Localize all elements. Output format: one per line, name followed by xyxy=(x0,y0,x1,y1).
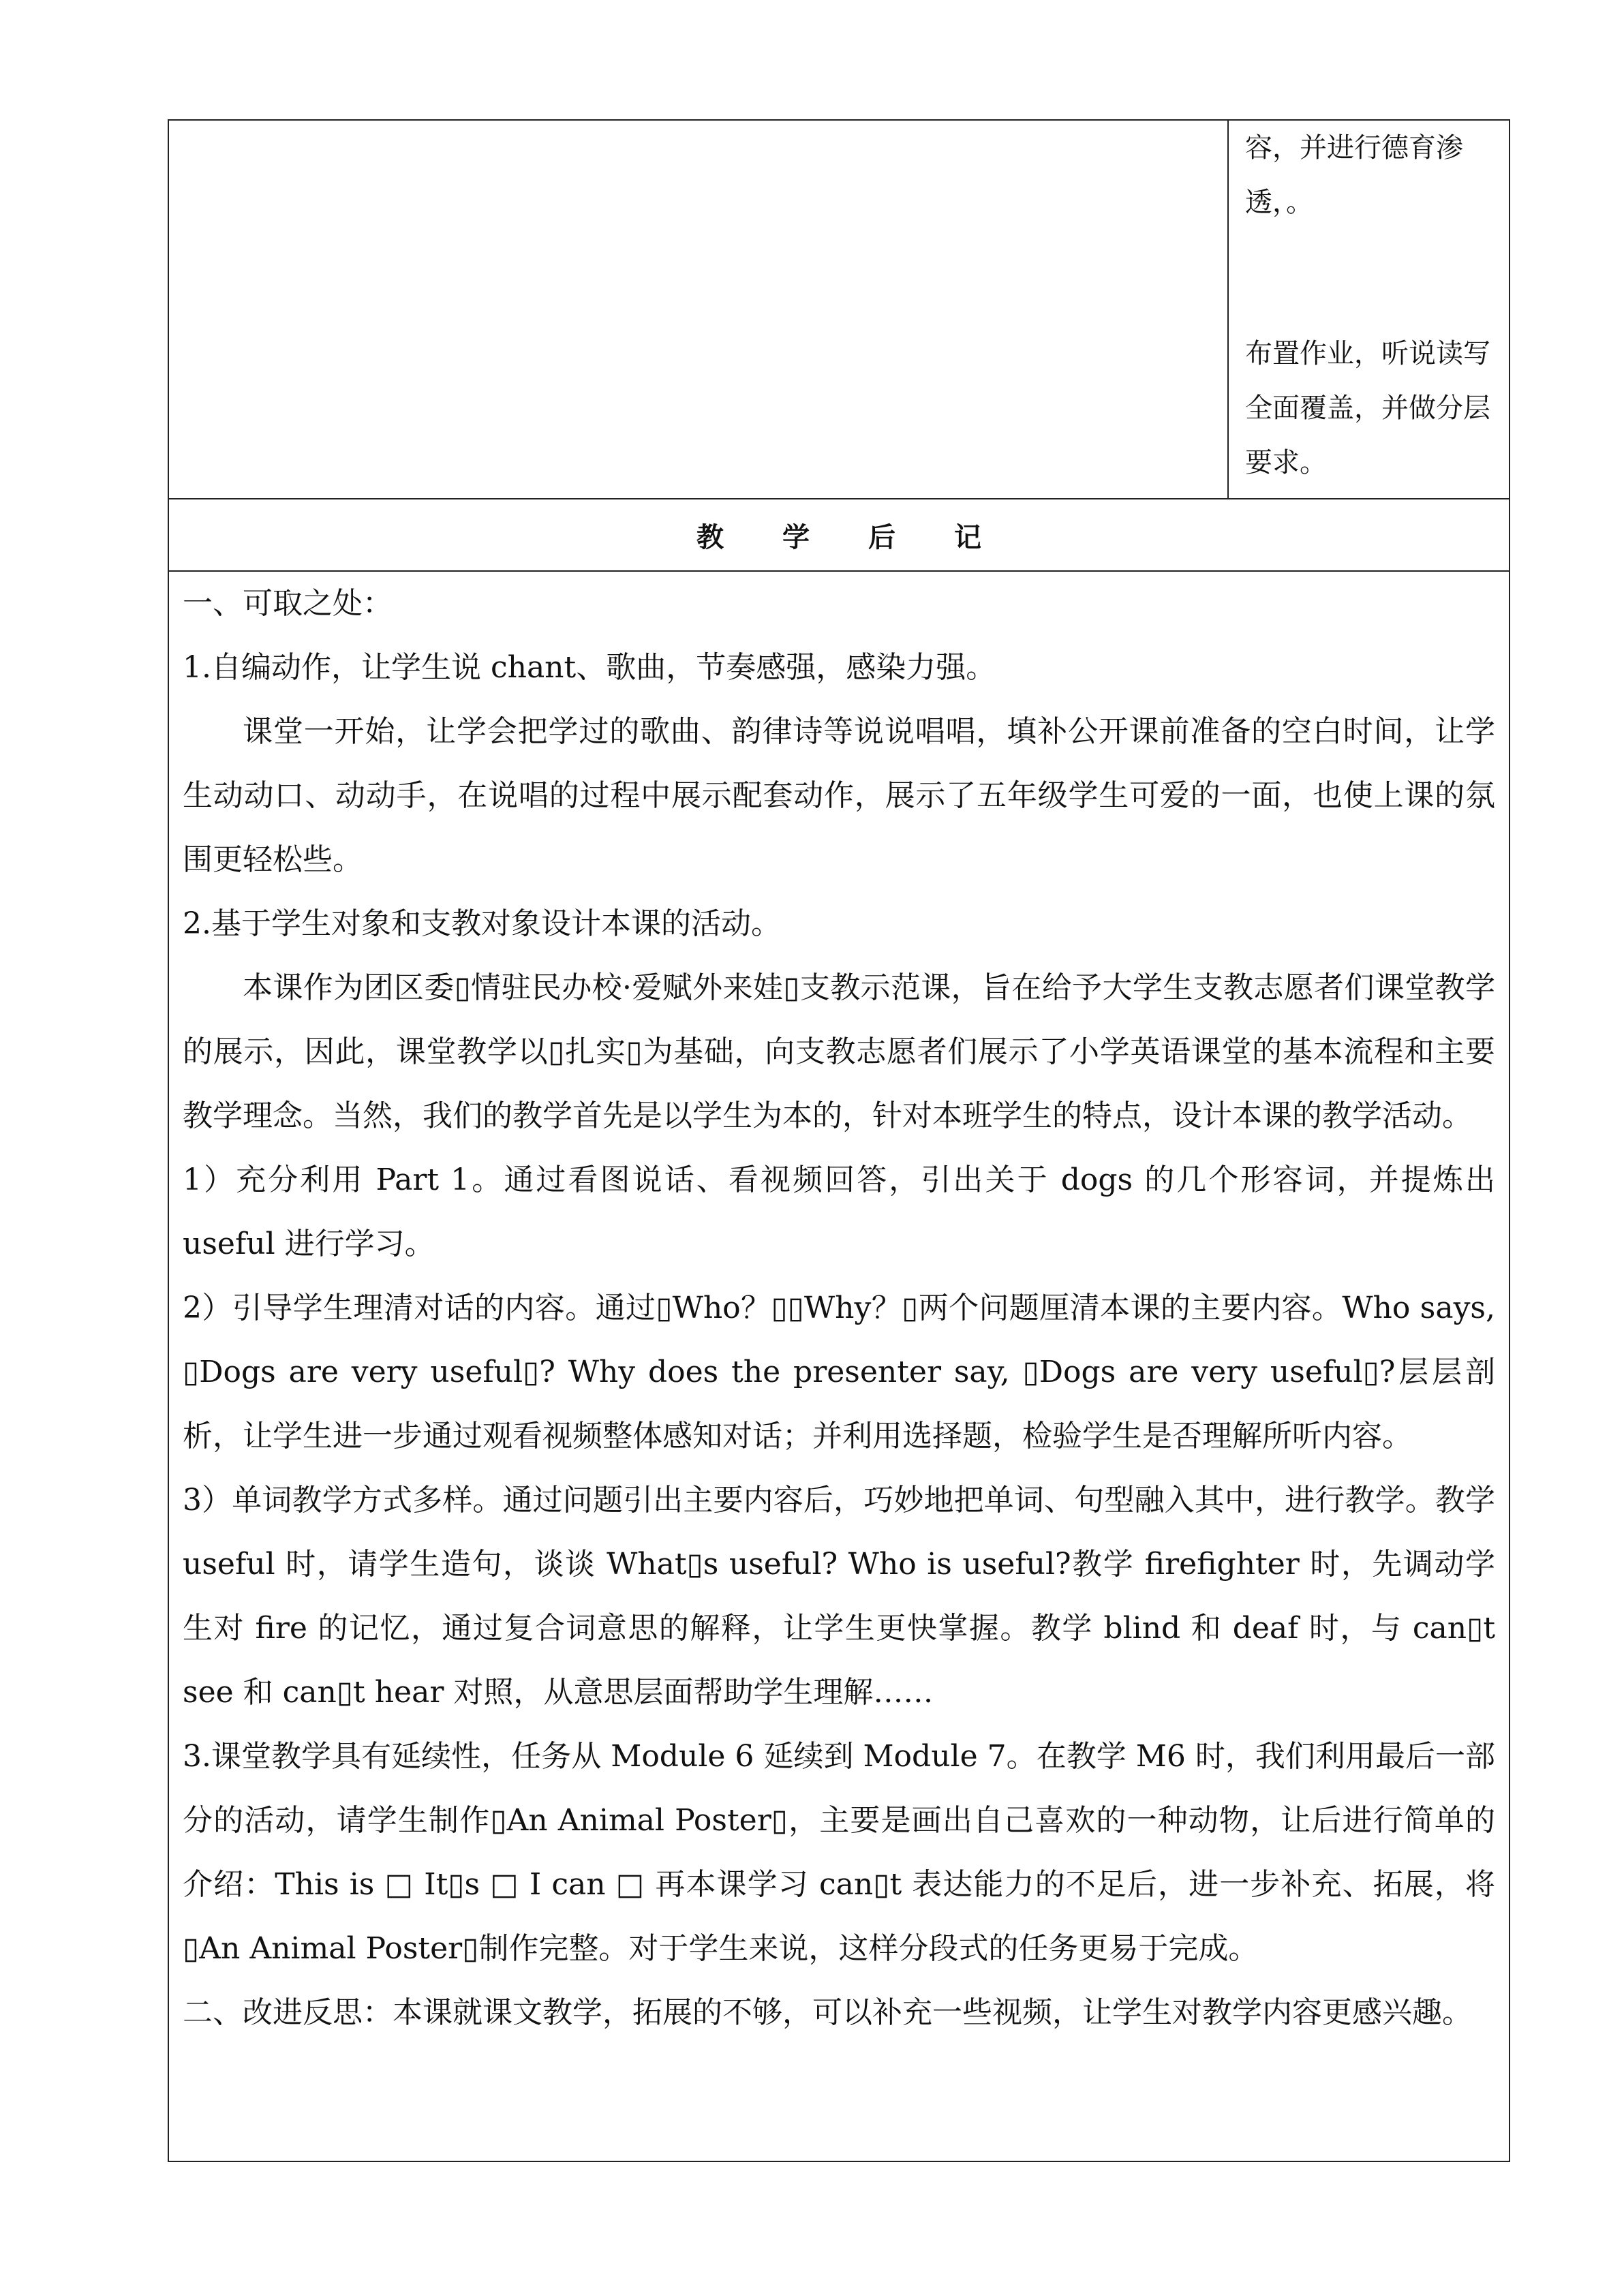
reflection-subheading-strengths: 一、可取之处： xyxy=(183,586,393,621)
reflection-subpoint-2: 2）引导学生理清对话的内容。通过▯Who？▯▯Why？▯两个问题厘清本课的主要内容。Who says, ▯Dogs are very useful▯? Why does the presenter say, ▯Dogs are very useful▯?层层剖析，让学生进一步通过观看视频整体感知对话；并利用选择题，检验学生是否理解所听内容。 xyxy=(183,1291,1495,1453)
table-row-reflection xyxy=(169,572,1509,2161)
design-note-moral: 容，并进行德育渗透，。 xyxy=(1245,132,1463,218)
reflection-paragraph-1: 课堂一开始，让学会把学过的歌曲、韵律诗等说说唱唱，填补公开课前准备的空白时间，让学生动动口、动动手，在说唱的过程中展示配套动作，展示了五年级学生可爱的一面，也使上课的氛围更轻松些。 xyxy=(183,714,1495,877)
design-note-homework: 布置作业，听说读写全面覆盖，并做分层要求。 xyxy=(1245,338,1490,478)
table-row-heading xyxy=(169,499,1509,572)
table-cell-empty xyxy=(169,121,1229,498)
reflection-point-2: 2.基于学生对象和支教对象设计本课的活动。 xyxy=(183,906,781,941)
table-row-top xyxy=(169,121,1509,499)
reflection-subpoint-1: 1）充分利用 Part 1。通过看图说话、看视频回答，引出关于 dogs 的几个形容词，并提炼出 useful 进行学习。 xyxy=(183,1162,1495,1261)
table-cell-notes xyxy=(1229,121,1509,498)
reflection-point-1: 1.自编动作，让学生说 chant、歌曲，节奏感强，感染力强。 xyxy=(183,650,996,685)
reflection-paragraph-2: 本课作为团区委▯情驻民办校·爱赋外来娃▯支教示范课，旨在给予大学生支教志愿者们课堂教学的展示，因此，课堂教学以▯扎实▯为基础，向支教志愿者们展示了小学英语课堂的基本流程和主要教学理念。当然，我们的教学首先是以学生为本的，针对本班学生的特点，设计本课的教学活动。 xyxy=(183,970,1495,1133)
lesson-table xyxy=(168,119,1510,2162)
reflection-subheading-improvement: 二、改进反思：本课就课文教学，拓展的不够，可以补充一些视频，让学生对教学内容更感兴趣。 xyxy=(183,1995,1472,2030)
section-heading: 教学后记 xyxy=(696,521,1040,553)
reflection-point-3: 3.课堂教学具有延续性，任务从 Module 6 延续到 Module 7。在教学 M6 时，我们利用最后一部分的活动，请学生制作▯An Animal Poster▯，主要是画出自己喜欢的一种动物，让后进行简单的介绍：This is □ It▯s □ I can □ 再本课学习 can▯t 表达能力的不足后，进一步补充、拓展，将▯An Animal Poster▯制作完整。对于学生来说，这样分段式的任务更易于完成。 xyxy=(183,1739,1495,1966)
reflection-subpoint-3: 3）单词教学方式多样。通过问题引出主要内容后，巧妙地把单词、句型融入其中，进行教学。教学 useful 时，请学生造句，谈谈 What▯s useful? Who is useful?教学 firefighter 时，先调动学生对 fire 的记忆，通过复合词意思的解释，让学生更快掌握。教学 blind 和 deaf 时，与 can▯t see 和 can▯t hear 对照，从意思层面帮助学生理解…… xyxy=(183,1483,1495,1710)
